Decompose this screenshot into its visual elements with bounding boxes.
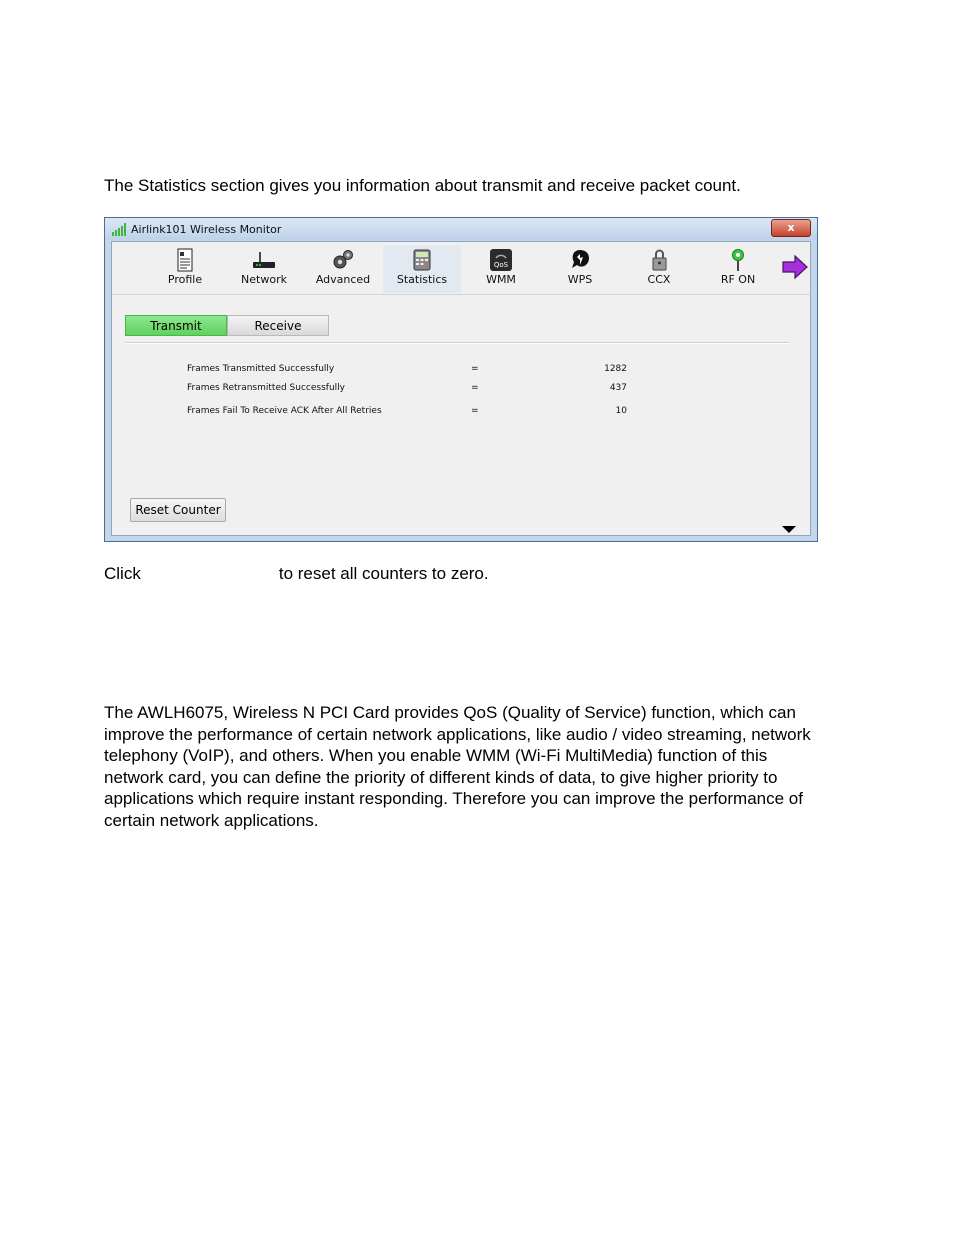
window-client-area [111, 241, 811, 536]
qos-paragraph: The AWLH6075, Wireless N PCI Card provides QoS (Quality of Service) function, which can improve the performance of certain network applications, like audio / video streaming, network telephony (VoIP), and others. When you enable WMM (Wi-Fi MultiMedia) function of this network card, you can define the priority of different kinds of data, to give higher priority to applications which require instant responding. Therefore you can improve the performance of certain network applications. [104, 703, 811, 830]
tool-label: Advanced [315, 273, 371, 286]
tool-profile[interactable] [146, 245, 224, 293]
tool-label: RF ON [720, 273, 756, 286]
stat-operator: = [471, 383, 479, 393]
tab-transmit[interactable]: Transmit [125, 315, 227, 336]
tool-rf-on[interactable] [699, 245, 777, 293]
divider [125, 342, 790, 344]
tool-label: Statistics [396, 273, 448, 286]
collapse-arrow-icon[interactable] [782, 526, 796, 533]
tool-advanced[interactable] [304, 245, 382, 293]
advanced-icon [331, 248, 355, 272]
reset-counter-button[interactable]: Reset Counter [130, 498, 226, 522]
click-text-before: Click [104, 564, 141, 583]
rf-on-icon [726, 248, 750, 272]
tool-label: WMM [486, 273, 516, 286]
stat-operator: = [471, 406, 479, 416]
stat-label: Frames Transmitted Successfully [187, 364, 335, 374]
tool-wmm[interactable] [462, 245, 540, 293]
tool-label: Network [241, 273, 287, 286]
stat-label: Frames Fail To Receive ACK After All Retries [187, 406, 382, 416]
close-button[interactable]: x [771, 219, 811, 237]
tool-label: CCX [647, 273, 671, 286]
profile-icon [173, 248, 197, 272]
click-instruction [104, 563, 824, 585]
ccx-icon [647, 248, 671, 272]
window-title: Airlink101 Wireless Monitor [131, 223, 282, 236]
statistics-icon [410, 248, 434, 272]
network-icon [252, 248, 276, 272]
stat-label: Frames Retransmitted Successfully [187, 383, 345, 393]
title-bar [105, 218, 817, 240]
stat-operator: = [471, 364, 479, 374]
toolbar [112, 242, 810, 295]
tool-label: WPS [567, 273, 593, 286]
wps-icon [568, 248, 592, 272]
stat-value: 1282 [604, 364, 627, 374]
tab-receive[interactable]: Receive [227, 315, 329, 336]
stat-value: 10 [615, 406, 627, 416]
tool-statistics[interactable] [383, 245, 461, 293]
next-arrow-icon[interactable] [781, 254, 809, 280]
tool-label: Profile [167, 273, 203, 286]
click-text-after: to reset all counters to zero. [278, 564, 489, 583]
tool-ccx[interactable] [620, 245, 698, 293]
signal-strength-icon [112, 223, 126, 236]
wireless-monitor-window [104, 217, 818, 542]
tool-network[interactable] [225, 245, 303, 293]
svg-text:QoS: QoS [493, 261, 509, 269]
tool-wps[interactable] [541, 245, 619, 293]
stat-value: 437 [609, 383, 627, 393]
intro-paragraph: The Statistics section gives you information about transmit and receive packet count. [104, 176, 741, 195]
wmm-icon [489, 248, 513, 272]
